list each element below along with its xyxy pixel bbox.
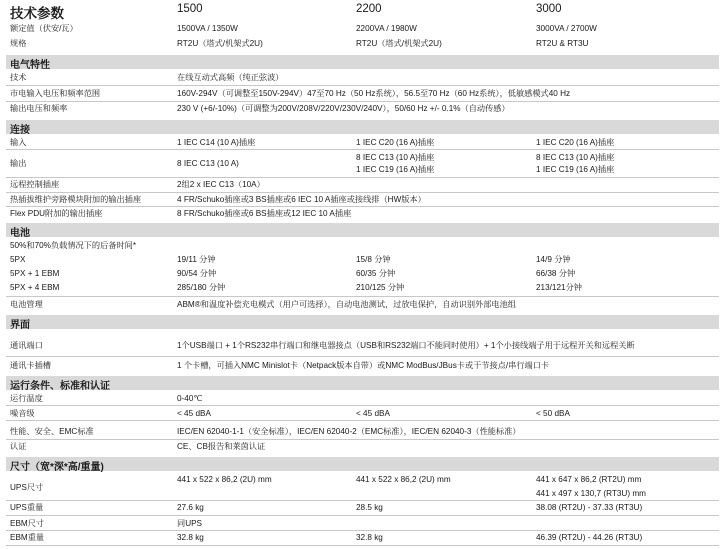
value-2200: 32.8 kg: [356, 533, 383, 542]
row-label: 规格: [10, 39, 27, 48]
section-operating: [6, 376, 719, 390]
page-title: 技术参数: [10, 6, 64, 21]
row-label: 输出电压和频率: [10, 104, 68, 113]
section-title: 尺寸（宽*深*高/重量): [10, 462, 104, 473]
row-label: 技术: [10, 73, 27, 82]
row-label: 输出: [10, 159, 27, 168]
row-label: 热插拔维护旁路模块附加的输出插座: [10, 195, 142, 204]
model-2200-heading: 2200: [356, 3, 382, 15]
row-value: 1个USB端口 + 1个RS232串行端口和继电器接点（USB和RS232端口不能同时使用）+ 1个小接线端子用于远程开关和远程关断: [177, 341, 635, 350]
row-label: 噪音级: [10, 409, 35, 418]
section-battery: [6, 223, 719, 237]
value-3000: 213/121分钟: [536, 283, 582, 292]
divider: [6, 149, 719, 150]
row-label: 5PX: [10, 255, 26, 264]
row-value: CE、CB报告和莱茵认证: [177, 442, 266, 451]
row-label: 认证: [10, 442, 27, 451]
row-value: 160V-294V（可调整至150V-294V）47至70 Hz（50 Hz系统），56.5至70 Hz（60 Hz系统），低敏感模式40 Hz: [177, 89, 571, 98]
value-2200: 1 IEC C20 (16 A)插座: [356, 138, 435, 147]
section-title: 运行条件、标准和认证: [10, 381, 110, 392]
value-1500: 8 IEC C13 (10 A): [177, 159, 239, 168]
row-label: 50%和70%负载情况下的后备时间*: [10, 241, 137, 250]
row-label: Flex PDU附加的输出插座: [10, 209, 103, 218]
row-label: 电池管理: [10, 300, 43, 309]
section-title: 连接: [10, 125, 30, 136]
value-3000: 14/9 分钟: [536, 255, 571, 264]
value-1500: 19/11 分钟: [177, 255, 216, 264]
divider: [6, 192, 719, 193]
value-2200-line2: 1 IEC C19 (16 A)插座: [356, 165, 435, 174]
value-3000: 3000VA / 2700W: [536, 24, 597, 33]
divider: [6, 530, 719, 531]
row-label: 性能、安全、EMC标准: [10, 427, 94, 436]
value-3000: < 50 dBA: [536, 409, 570, 418]
row-label: UPS重量: [10, 503, 44, 512]
value-3000-line1: 441 x 647 x 86,2 (RT2U) mm: [536, 475, 642, 484]
divider: [6, 405, 719, 406]
value-2200: RT2U（塔式/机架式2U): [356, 39, 442, 48]
divider: [6, 101, 719, 102]
row-label: 运行温度: [10, 394, 43, 403]
divider: [6, 545, 719, 546]
value-2200: 441 x 522 x 86,2 (2U) mm: [356, 475, 451, 484]
value-2200: < 45 dBA: [356, 409, 390, 418]
value-3000-line2: 441 x 497 x 130,7 (RT3U) mm: [536, 489, 646, 498]
divider: [6, 515, 719, 516]
row-label: 输入: [10, 138, 27, 147]
row-label: UPS尺寸: [10, 483, 44, 492]
row-value: 在线互动式高频（纯正弦波）: [177, 73, 284, 82]
row-label: 5PX + 4 EBM: [10, 283, 60, 292]
value-1500: 1500VA / 1350W: [177, 24, 238, 33]
divider: [6, 206, 719, 207]
row-label: 市电输入电压和频率范围: [10, 89, 101, 98]
divider: [6, 356, 719, 357]
section-dimensions: [6, 457, 719, 471]
row-label: 通讯卡插槽: [10, 361, 51, 370]
value-1500: 32.8 kg: [177, 533, 204, 542]
row-label: 额定值（伏安/瓦）: [10, 24, 78, 33]
value-1500: 90/54 分钟: [177, 269, 217, 278]
row-value: ABM®和温度补偿充电模式（用户可选择），自动电池测试，过放电保护，自动识别外部电池组: [177, 300, 516, 309]
value-1500: 285/180 分钟: [177, 283, 226, 292]
row-value: 同UPS: [177, 519, 203, 528]
row-value: 8 FR/Schuko插座或6 BS插座或12 IEC 10 A插座: [177, 209, 352, 218]
value-3000: RT2U & RT3U: [536, 39, 589, 48]
value-2200: 210/125 分钟: [356, 283, 405, 292]
value-3000-line1: 8 IEC C13 (10 A)插座: [536, 153, 615, 162]
value-3000: 66/38 分钟: [536, 269, 576, 278]
value-2200: 28.5 kg: [356, 503, 383, 512]
divider: [6, 500, 719, 501]
row-value: 230 V (+6/-10%)（可调整为200V/208V/220V/230V/240V），50/60 Hz +/- 0.1%（自动传感）: [177, 104, 510, 113]
divider: [6, 85, 719, 86]
value-1500: < 45 dBA: [177, 409, 211, 418]
divider: [6, 296, 719, 297]
value-3000-line2: 1 IEC C19 (16 A)插座: [536, 165, 615, 174]
value-2200: 60/35 分钟: [356, 269, 396, 278]
divider: [6, 439, 719, 440]
row-label: 5PX + 1 EBM: [10, 269, 60, 278]
value-1500: 27.6 kg: [177, 503, 204, 512]
value-2200: 2200VA / 1980W: [356, 24, 417, 33]
value-3000: 38.08 (RT2U) - 37.33 (RT3U): [536, 503, 643, 512]
section-connections: [6, 120, 719, 134]
section-title: 电池: [10, 228, 30, 239]
section-title: 界面: [10, 320, 30, 331]
row-label: EBM重量: [10, 533, 45, 542]
value-1500: 1 IEC C14 (10 A)插座: [177, 138, 256, 147]
model-3000-heading: 3000: [536, 3, 562, 15]
section-interface: [6, 315, 719, 329]
row-value: IEC/EN 62040-1-1（安全标准），IEC/EN 62040-2（EMC标准），IEC/EN 62040-3（性能标准）: [177, 427, 521, 436]
value-3000: 1 IEC C20 (16 A)插座: [536, 138, 615, 147]
row-label: EBM尺寸: [10, 519, 45, 528]
section-title: 电气特性: [10, 60, 50, 71]
model-1500-heading: 1500: [177, 3, 203, 15]
value-2200-line1: 8 IEC C13 (10 A)插座: [356, 153, 435, 162]
row-label: 远程控制插座: [10, 180, 60, 189]
row-label: 通讯端口: [10, 341, 43, 350]
row-value: 1 个卡槽，可插入NMC Minislot卡（Netpack版本自带）或NMC ModBus/JBus卡或干节接点/串行端口卡: [177, 361, 550, 370]
section-electrical: [6, 55, 719, 69]
value-3000: 46.39 (RT2U) - 44.26 (RT3U): [536, 533, 643, 542]
row-value: 2组2 x IEC C13（10A）: [177, 180, 265, 189]
divider: [6, 177, 719, 178]
row-value: 0-40℃: [177, 394, 203, 403]
value-2200: 15/8 分钟: [356, 255, 391, 264]
value-1500: 441 x 522 x 86,2 (2U) mm: [177, 475, 272, 484]
value-1500: RT2U（塔式/机架式2U): [177, 39, 263, 48]
row-value: 4 FR/Schuko插座或3 BS插座或6 IEC 10 A插座或接线排（HW版本）: [177, 195, 426, 204]
divider: [6, 420, 719, 421]
